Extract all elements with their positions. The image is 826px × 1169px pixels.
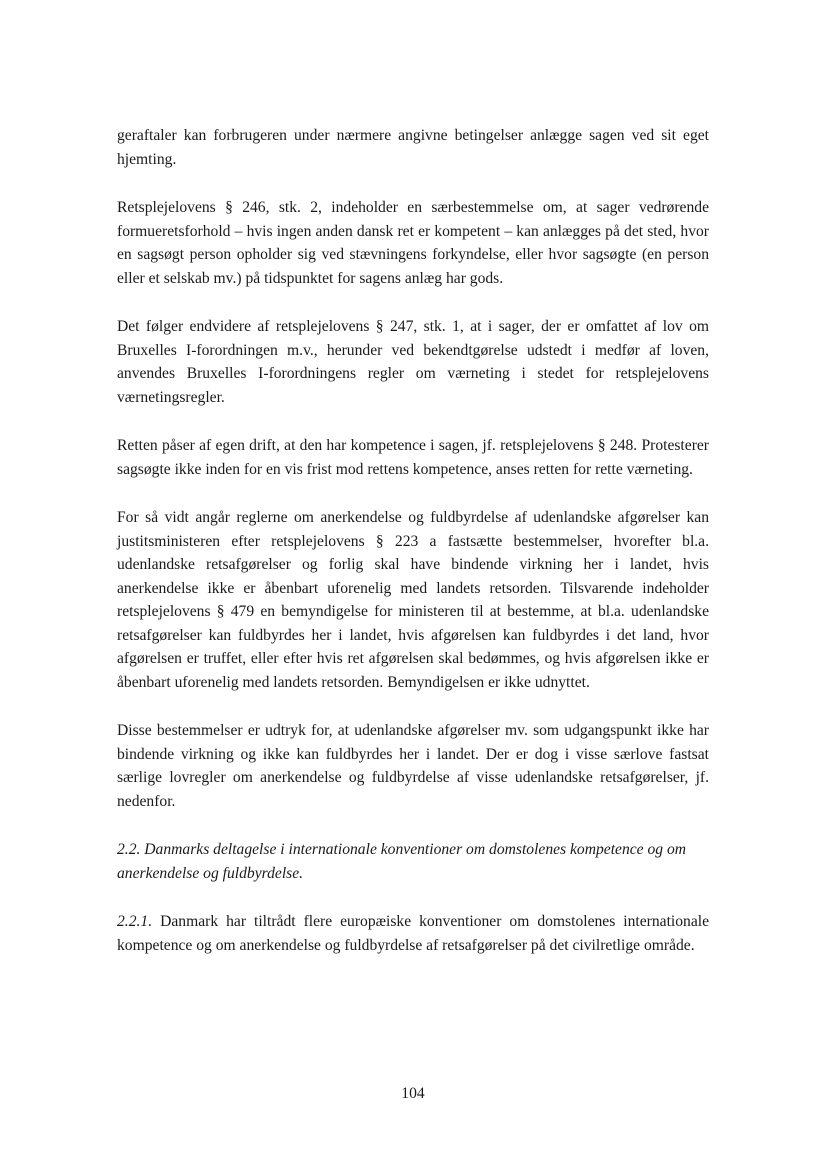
- paragraph-2: Retsplejelovens § 246, stk. 2, indeholder en særbestemmelse om, at sager vedrørende formueretsforhold – hvis ingen anden dansk ret er kompetent – kan anlægges på det sted, hvor en sagsøgt person opholder sig ved stævningens forkyndelse, eller hvor sagsøgte (en person eller et selskab mv.) på tidspunktet for sagens anlæg har gods.: [117, 199, 709, 287]
- subsection-paragraph: [117, 910, 709, 957]
- paragraph-6: Disse bestemmelser er udtryk for, at udenlandske afgørelser mv. som udgangspunkt ikke har bindende virkning og ikke kan fuldbyrdes her i landet. Der er dog i visse særlove fastsat særlige lovregler om anerkendelse og fuldbyrdelse af visse udenlandske retsafgørelser, jf. nedenfor.: [117, 722, 709, 810]
- paragraph-5: For så vidt angår reglerne om anerkendelse og fuldbyrdelse af udenlandske afgørelser kan justitsministeren efter retsplejelovens § 223 a fastsætte bestemmelser, hvorefter bl.a. udenlandske retsafgørelser og forlig skal have bindende virkning her i landet, hvis anerkendelse ikke er åbenbart uforenelig med landets retsorden. Tilsvarende indeholder retsplejelovens § 479 en bemyndigelse for ministeren til at bestemme, at bl.a. udenlandske retsafgørelser kan fuldbyrdes her i landet, hvis afgørelsen kan fuldbyrdes i det land, hvor afgørelsen er truffet, eller efter hvis ret afgørelsen skal bedømmes, og hvis afgørelsen ikke er åbenbart uforenelig med landets retsorden. Bemyndigelsen er ikke udnyttet.: [117, 509, 709, 691]
- subsection-number: 2.2.1.: [117, 913, 153, 930]
- paragraph-4: Retten påser af egen drift, at den har kompetence i sagen, jf. retsplejelovens § 248. Protesterer sagsøgte ikke inden for en vis frist mod rettens kompetence, anses retten for rette værneting.: [117, 437, 709, 478]
- page-number: 104: [401, 1085, 425, 1102]
- paragraph-1: geraftaler kan forbrugeren under nærmere angivne betingelser anlægge sagen ved sit eget hjemting.: [117, 127, 709, 168]
- subsection-text: Danmark har tiltrådt flere europæiske konventioner om domstolenes internationale kompetence og om anerkendelse og fuldbyrdelse af retsafgørelser på det civilretlige område.: [117, 913, 709, 954]
- document-body: [117, 124, 709, 957]
- paragraph-3: Det følger endvidere af retsplejelovens § 247, stk. 1, at i sager, der er omfattet af lov om Bruxelles I-forordningen m.v., herunder ved bekendtgørelse udstedt i medfør af loven, anvendes Bruxelles I-forordningens regler om værneting i stedet for retsplejelovens værnetingsregler.: [117, 318, 709, 406]
- section-heading: 2.2. Danmarks deltagelse i internationale konventioner om domstolenes kompetence og om anerkendelse og fuldbyrdelse.: [117, 841, 687, 882]
